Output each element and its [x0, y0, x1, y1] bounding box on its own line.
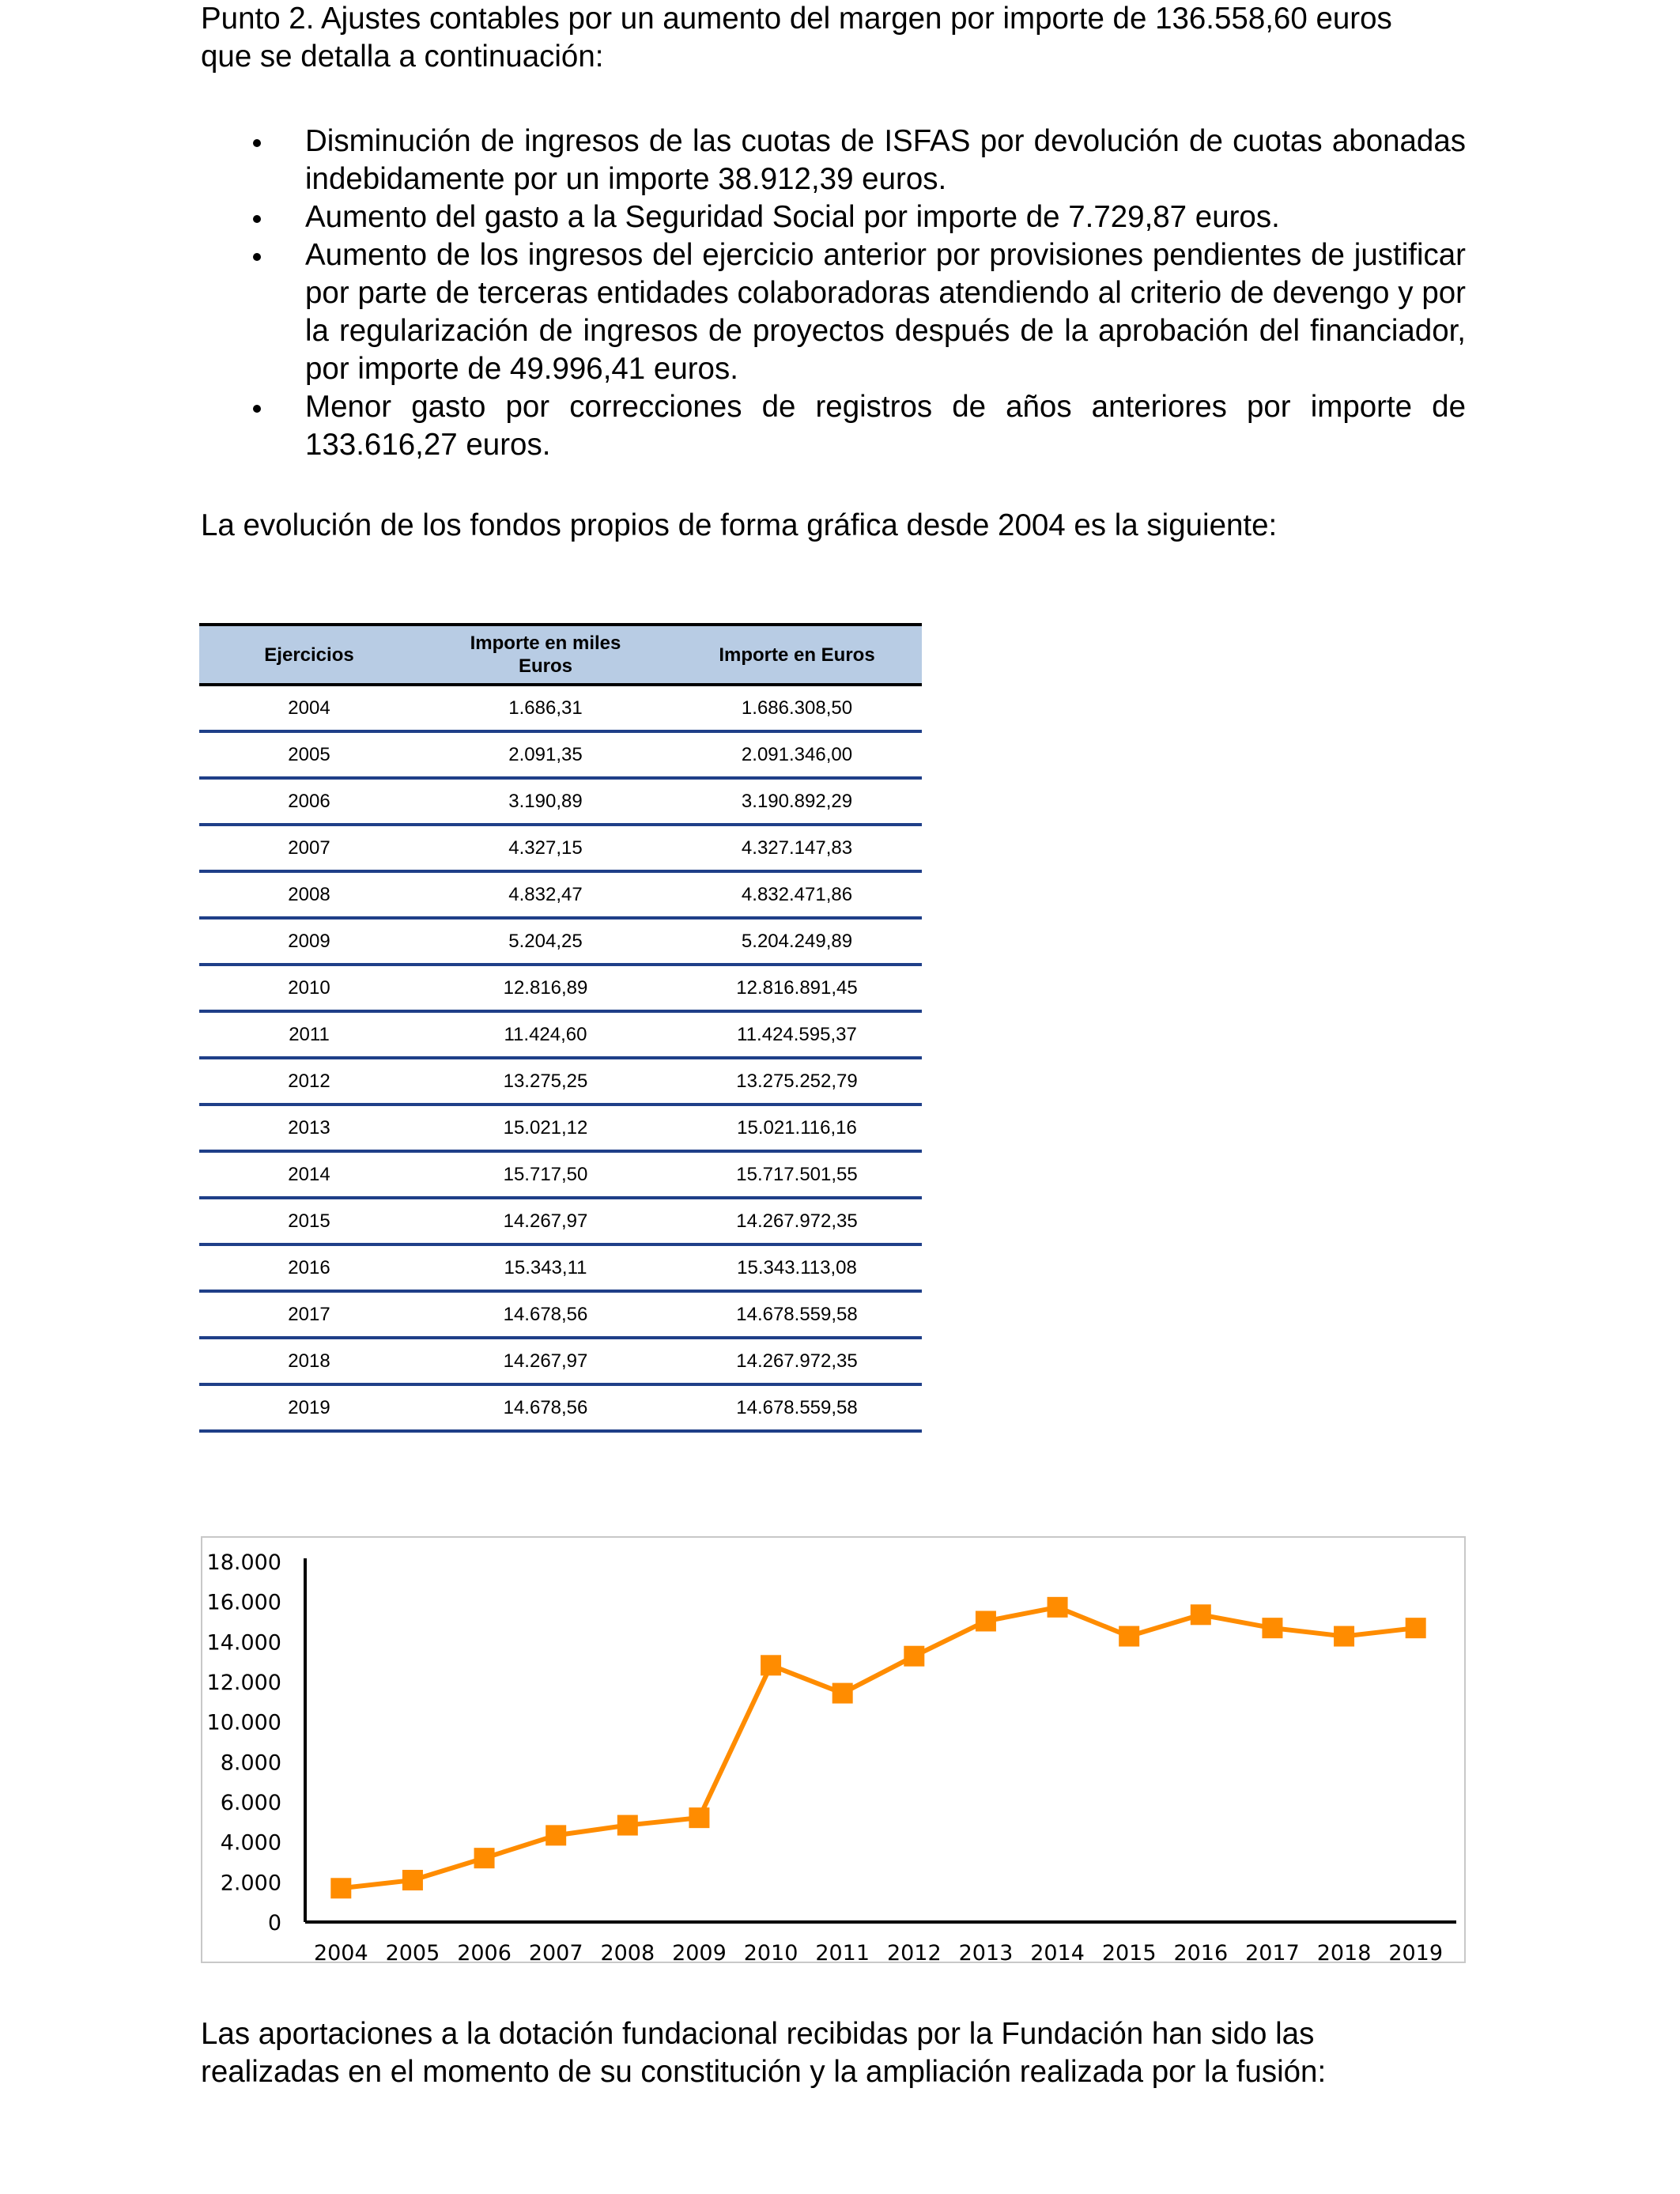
cell-euros: 15.343.113,08	[672, 1244, 922, 1291]
cell-euros: 12.816.891,45	[672, 965, 922, 1011]
data-point-marker	[1262, 1618, 1282, 1638]
cell-year: 2009	[199, 918, 419, 965]
cell-thousands: 4.832,47	[419, 871, 672, 918]
cell-year: 2006	[199, 778, 419, 825]
equity-table	[199, 623, 922, 1433]
bullet-icon	[253, 405, 261, 413]
header-importe-euros: Importe en Euros	[672, 625, 922, 685]
x-tick-label: 2006	[457, 1941, 512, 1965]
x-tick-label: 2016	[1173, 1941, 1229, 1965]
data-point-marker	[330, 1878, 351, 1898]
list-item: Menor gasto por correcciones de registros de años anteriores por importe de 133.616,27 euros.	[201, 388, 1466, 464]
cell-thousands: 14.267,97	[419, 1198, 672, 1244]
cell-year: 2018	[199, 1338, 419, 1384]
cell-euros: 14.678.559,58	[672, 1384, 922, 1431]
cell-year: 2014	[199, 1151, 419, 1198]
x-tick-label: 2013	[958, 1941, 1014, 1965]
data-point-marker	[1406, 1618, 1426, 1638]
cell-thousands: 11.424,60	[419, 1011, 672, 1058]
cell-year: 2010	[199, 965, 419, 1011]
list-item: Aumento de los ingresos del ejercicio anterior por provisiones pendientes de justificar por parte de terceras entidades colaboradoras atendiendo al criterio de devengo y por la regularización de ingresos de proyectos después de la aprobación del financiador, por importe de 49.996,41 euros.	[201, 236, 1466, 388]
closing-paragraph	[201, 2015, 1466, 2091]
x-tick-label: 2009	[672, 1941, 727, 1965]
cell-euros: 15.717.501,55	[672, 1151, 922, 1198]
table-row	[199, 778, 922, 825]
adjustments-list	[201, 123, 1466, 464]
cell-euros: 11.424.595,37	[672, 1011, 922, 1058]
y-tick-label: 14.000	[206, 1630, 281, 1656]
table-row	[199, 1058, 922, 1105]
data-point-marker	[402, 1870, 423, 1890]
y-tick-label: 10.000	[206, 1710, 281, 1735]
x-tick-label: 2011	[815, 1941, 870, 1965]
x-tick-label: 2014	[1030, 1941, 1085, 1965]
bullet-icon	[253, 139, 261, 147]
intro-line-1: Punto 2. Ajustes contables por un aumento del margen por importe de 136.558,60 euros	[201, 2, 1392, 36]
table-row	[199, 1198, 922, 1244]
cell-year: 2008	[199, 871, 419, 918]
data-point-marker	[904, 1646, 924, 1667]
cell-euros: 4.832.471,86	[672, 871, 922, 918]
y-tick-label: 16.000	[206, 1590, 281, 1615]
x-tick-label: 2005	[385, 1941, 440, 1965]
x-tick-label: 2012	[886, 1941, 942, 1965]
cell-thousands: 1.686,31	[419, 685, 672, 731]
cell-year: 2007	[199, 825, 419, 871]
table-row	[199, 1244, 922, 1291]
cell-thousands: 15.343,11	[419, 1244, 672, 1291]
table-row	[199, 918, 922, 965]
cell-thousands: 15.021,12	[419, 1105, 672, 1151]
cell-thousands: 14.267,97	[419, 1338, 672, 1384]
cell-euros: 1.686.308,50	[672, 685, 922, 731]
cell-thousands: 4.327,15	[419, 825, 672, 871]
chart-svg	[202, 1538, 1467, 1965]
data-point-marker	[546, 1825, 566, 1845]
closing-line-1: Las aportaciones a la dotación fundacional recibidas por la Fundación han sido las	[201, 2017, 1315, 2051]
table-row	[199, 1338, 922, 1384]
list-item: Aumento del gasto a la Seguridad Social por importe de 7.729,87 euros.	[201, 198, 1466, 236]
cell-thousands: 14.678,56	[419, 1291, 672, 1338]
cell-euros: 14.267.972,35	[672, 1338, 922, 1384]
data-point-marker	[474, 1848, 495, 1868]
cell-year: 2019	[199, 1384, 419, 1431]
header-importe-miles: Importe en miles Euros	[419, 625, 672, 685]
x-tick-label: 2018	[1316, 1941, 1372, 1965]
data-point-marker	[1119, 1626, 1139, 1647]
cell-euros: 5.204.249,89	[672, 918, 922, 965]
x-tick-label: 2015	[1101, 1941, 1157, 1965]
cell-euros: 14.267.972,35	[672, 1198, 922, 1244]
x-tick-label: 2010	[743, 1941, 798, 1965]
cell-year: 2017	[199, 1291, 419, 1338]
x-tick-label: 2008	[600, 1941, 655, 1965]
evolution-text: La evolución de los fondos propios de forma gráfica desde 2004 es la siguiente:	[201, 508, 1278, 542]
table-row	[199, 731, 922, 778]
y-tick-label: 2.000	[220, 1871, 281, 1896]
table-row	[199, 1291, 922, 1338]
cell-thousands: 15.717,50	[419, 1151, 672, 1198]
table-header-row	[199, 625, 922, 685]
bullet-icon	[253, 215, 261, 223]
data-point-marker	[689, 1807, 709, 1828]
data-point-marker	[761, 1655, 781, 1675]
table-row	[199, 685, 922, 731]
cell-euros: 15.021.116,16	[672, 1105, 922, 1151]
cell-thousands: 14.678,56	[419, 1384, 672, 1431]
cell-thousands: 2.091,35	[419, 731, 672, 778]
cell-euros: 3.190.892,29	[672, 778, 922, 825]
cell-year: 2015	[199, 1198, 419, 1244]
y-tick-label: 18.000	[206, 1550, 281, 1575]
data-point-marker	[976, 1611, 996, 1631]
cell-year: 2005	[199, 731, 419, 778]
cell-year: 2011	[199, 1011, 419, 1058]
series-line	[341, 1607, 1415, 1888]
closing-line-2: realizadas en el momento de su constitución y la ampliación realizada por la fusión:	[201, 2055, 1327, 2089]
data-point-marker	[832, 1683, 853, 1704]
cell-thousands: 5.204,25	[419, 918, 672, 965]
y-tick-label: 4.000	[220, 1830, 281, 1856]
cell-euros: 2.091.346,00	[672, 731, 922, 778]
x-tick-label: 2007	[528, 1941, 583, 1965]
bullet-icon	[253, 253, 261, 261]
cell-year: 2016	[199, 1244, 419, 1291]
y-tick-label: 12.000	[206, 1671, 281, 1695]
y-tick-label: 8.000	[220, 1750, 281, 1776]
table-row	[199, 825, 922, 871]
cell-thousands: 12.816,89	[419, 965, 672, 1011]
data-point-marker	[617, 1815, 638, 1836]
cell-euros: 14.678.559,58	[672, 1291, 922, 1338]
table-row	[199, 1151, 922, 1198]
cell-thousands: 13.275,25	[419, 1058, 672, 1105]
data-point-marker	[1048, 1597, 1068, 1618]
cell-euros: 13.275.252,79	[672, 1058, 922, 1105]
y-tick-label: 6.000	[220, 1791, 281, 1815]
table-row	[199, 965, 922, 1011]
cell-year: 2013	[199, 1105, 419, 1151]
intro-line-2: que se detalla a continuación:	[201, 40, 604, 74]
table-row	[199, 1384, 922, 1431]
cell-euros: 4.327.147,83	[672, 825, 922, 871]
y-tick-label: 0	[267, 1911, 281, 1935]
table-row	[199, 1105, 922, 1151]
x-tick-label: 2004	[313, 1941, 368, 1965]
table-row	[199, 1011, 922, 1058]
equity-line-chart	[201, 1536, 1466, 1963]
x-tick-label: 2019	[1388, 1941, 1444, 1965]
cell-year: 2012	[199, 1058, 419, 1105]
table-row	[199, 871, 922, 918]
data-point-marker	[1334, 1626, 1354, 1647]
intro-paragraph	[201, 0, 1466, 76]
header-ejercicios: Ejercicios	[199, 625, 419, 685]
cell-year: 2004	[199, 685, 419, 731]
x-tick-label: 2017	[1245, 1941, 1300, 1965]
data-point-marker	[1191, 1604, 1211, 1625]
cell-thousands: 3.190,89	[419, 778, 672, 825]
list-item: Disminución de ingresos de las cuotas de ISFAS por devolución de cuotas abonadas indebidamente por un importe 38.912,39 euros.	[201, 123, 1466, 198]
